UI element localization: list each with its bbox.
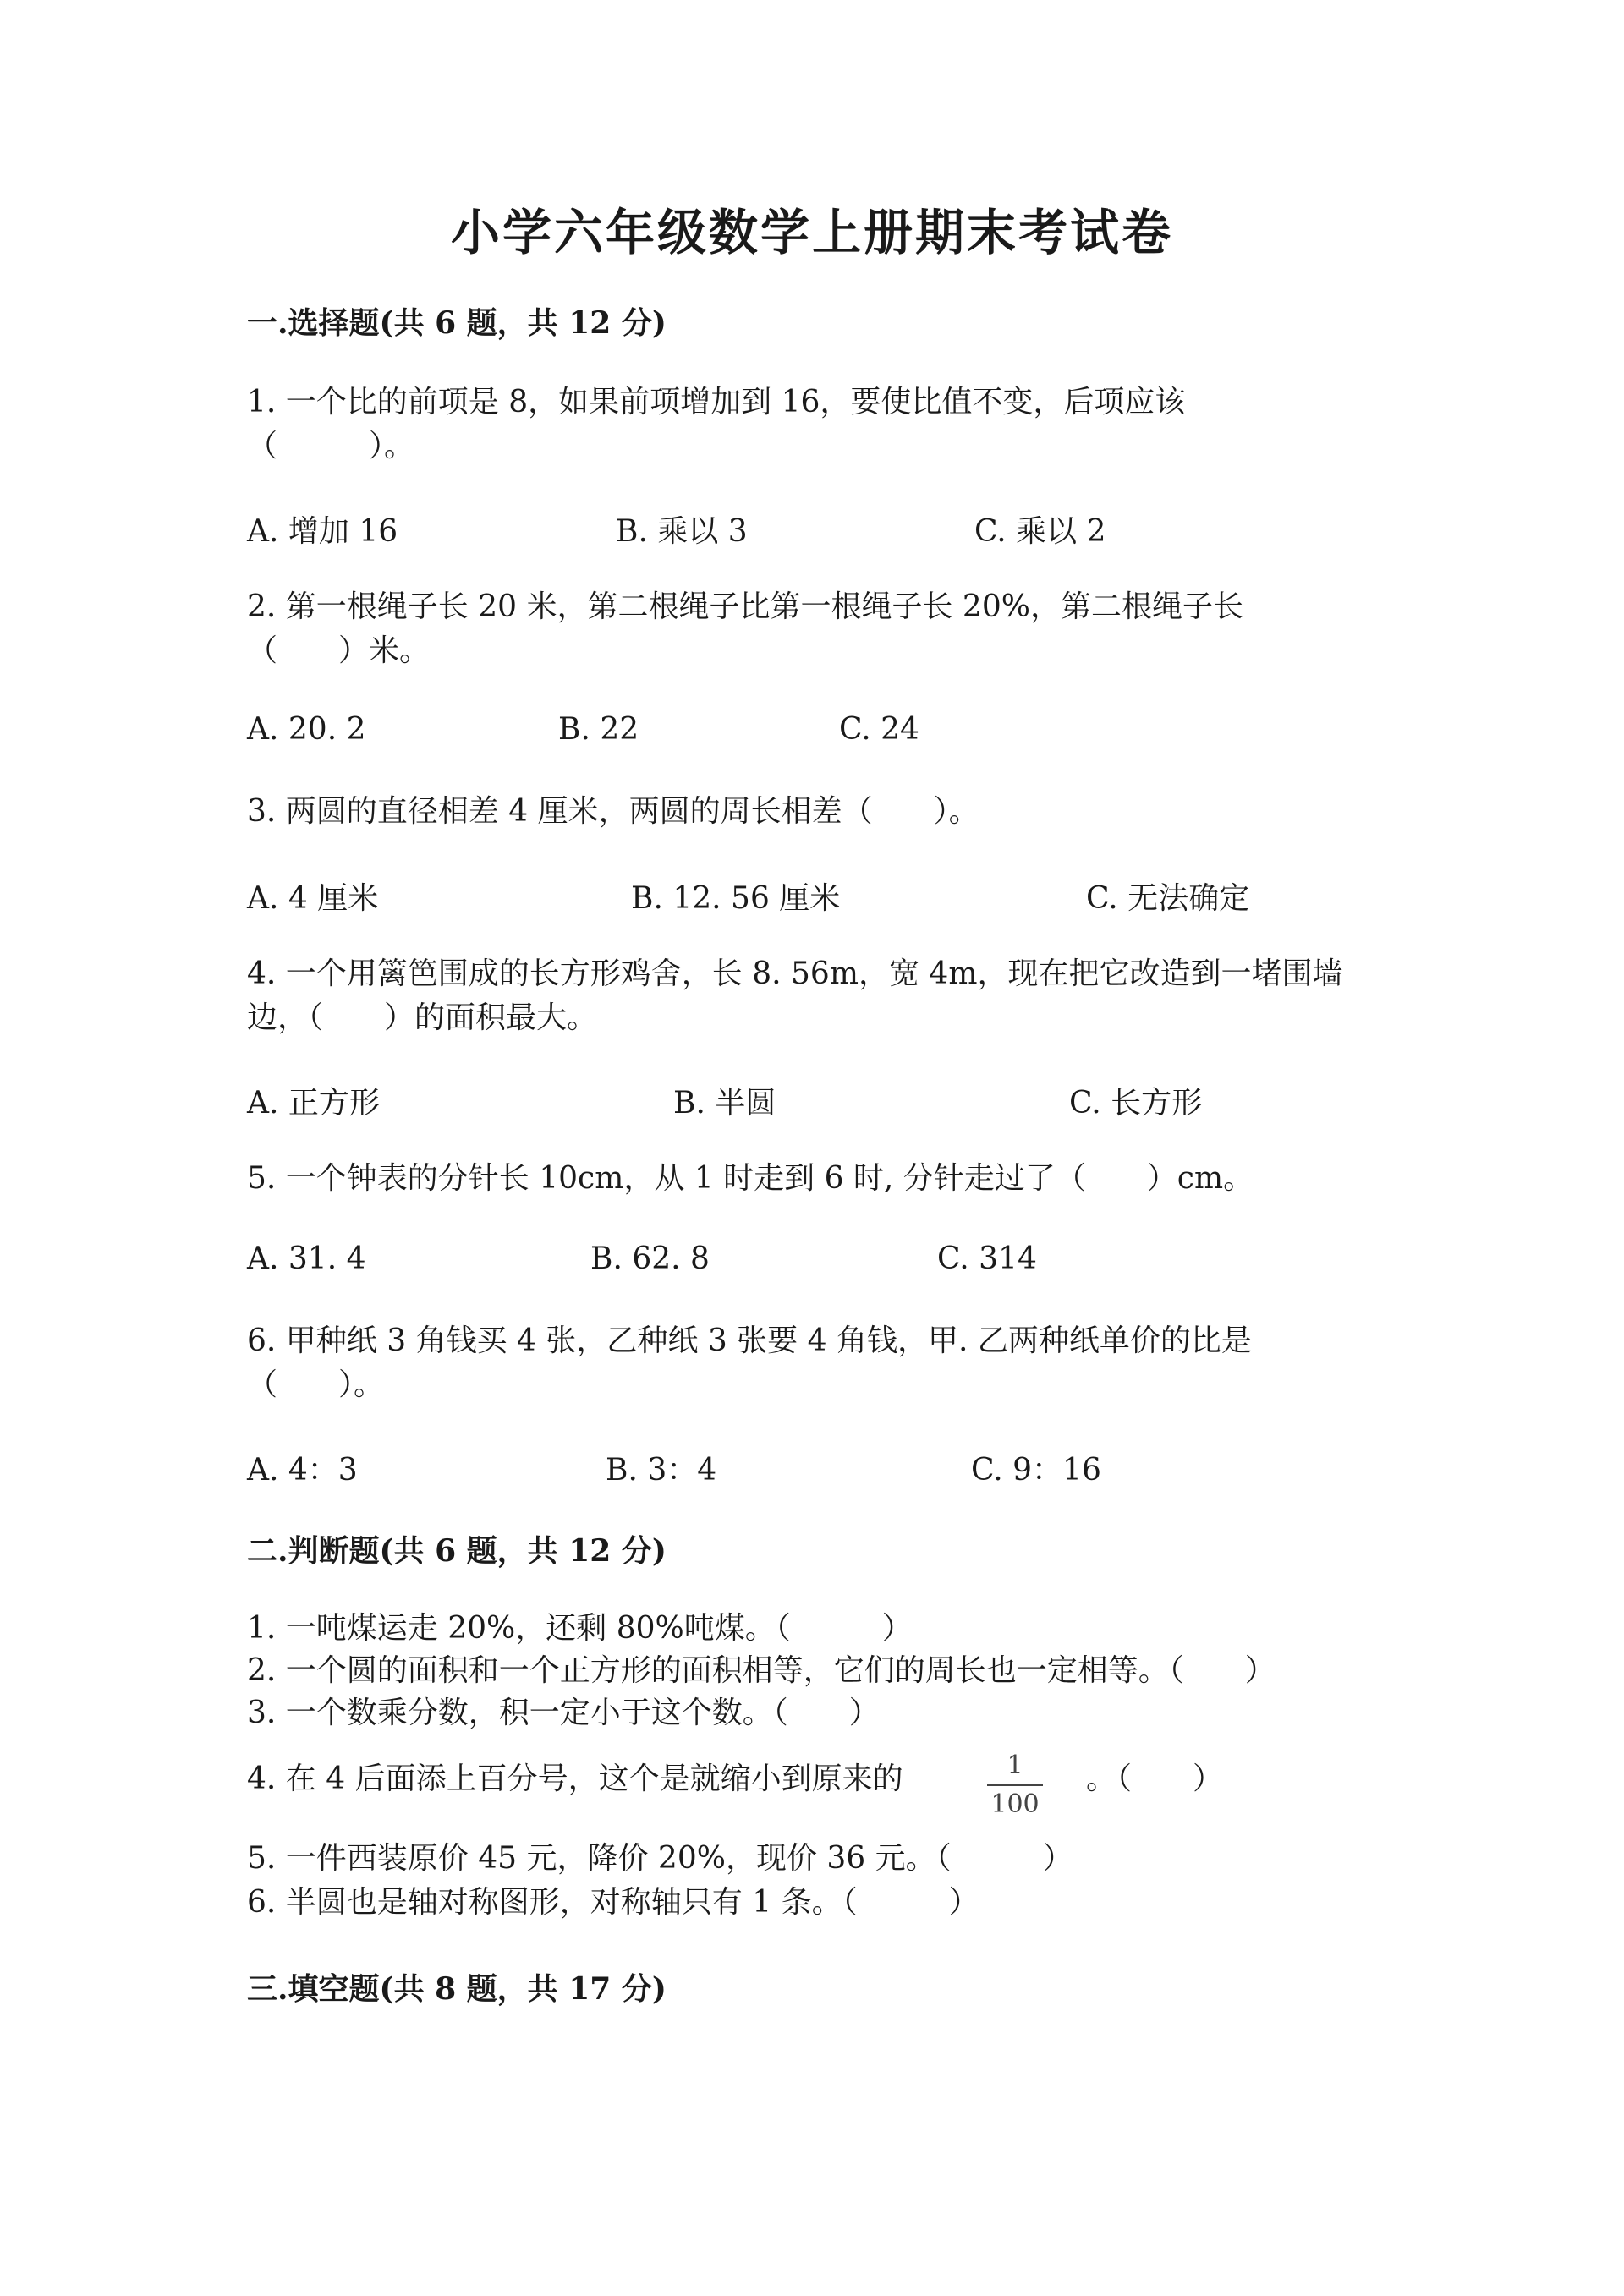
- page-title: 小学六年级数学上册期末考试卷: [450, 204, 1173, 261]
- question-2-option-b: B. 22: [558, 712, 639, 747]
- question-6-option-c: C. 9：16: [971, 1453, 1101, 1488]
- judge-question-5: 5. 一件西装原价 45 元，降价 20%，现价 36 元。（ ）: [247, 1841, 1073, 1876]
- question-1-option-a: A. 增加 16: [247, 514, 398, 549]
- question-5-line1: 5. 一个钟表的分针长 10cm，从 1 时走到 6 时, 分针走过了（ ）cm。: [247, 1161, 1254, 1196]
- fraction-one-hundredth: [981, 1751, 1049, 1820]
- judge-question-3: 3. 一个数乘分数，积一定小于这个数。（ ）: [247, 1696, 880, 1730]
- fraction-bar: [987, 1784, 1043, 1786]
- judge-question-4-text: 4. 在 4 后面添上百分号，这个是就缩小到原来的: [247, 1762, 903, 1796]
- fraction-denominator: 100: [990, 1789, 1040, 1819]
- question-3-option-b: B. 12. 56 厘米: [631, 881, 841, 916]
- question-1-line1: 1. 一个比的前项是 8，如果前项增加到 16，要使比值不变，后项应该: [247, 385, 1186, 419]
- judge-question-6: 6. 半圆也是轴对称图形，对称轴只有 1 条。（ ）: [247, 1885, 979, 1920]
- section-heading-judge: 二.判断题(共 6 题，共 12 分): [247, 1533, 667, 1569]
- question-3-option-a: A. 4 厘米: [247, 881, 379, 916]
- fraction-numerator: 1: [1007, 1751, 1023, 1780]
- question-3-option-c: C. 无法确定: [1086, 881, 1250, 916]
- judge-question-1: 1. 一吨煤运走 20%，还剩 80%吨煤。（ ）: [247, 1611, 913, 1646]
- question-1-option-b: B. 乘以 3: [616, 514, 748, 549]
- question-2-option-c: C. 24: [839, 712, 919, 747]
- section-heading-choice: 一.选择题(共 6 题，共 12 分): [247, 305, 667, 341]
- question-6-option-a: A. 4：3: [247, 1453, 358, 1488]
- section-heading-fill: 三.填空题(共 8 题，共 17 分): [247, 1971, 667, 2007]
- question-2-line1: 2. 第一根绳子长 20 米，第二根绳子比第一根绳子长 20%，第二根绳子长: [247, 589, 1243, 624]
- question-1-option-c: C. 乘以 2: [974, 514, 1106, 549]
- question-5-option-c: C. 314: [937, 1241, 1037, 1276]
- question-4-line2: 边，（ ）的面积最大。: [247, 1000, 598, 1035]
- judge-question-2: 2. 一个圆的面积和一个正方形的面积相等，它们的周长也一定相等。（ ）: [247, 1653, 1276, 1688]
- question-3-line1: 3. 两圆的直径相差 4 厘米，两圆的周长相差（ ）。: [247, 794, 979, 829]
- question-5-option-a: A. 31. 4: [247, 1241, 366, 1276]
- question-4-option-a: A. 正方形: [247, 1086, 380, 1121]
- question-1-line2: （ ）。: [247, 429, 415, 463]
- question-4-option-c: C. 长方形: [1069, 1086, 1203, 1121]
- question-4-line1: 4. 一个用篱笆围成的长方形鸡舍，长 8. 56m，宽 4m，现在把它改造到一堵围墙: [247, 956, 1343, 991]
- question-6-line2: （ ）。: [247, 1367, 385, 1402]
- question-6-line1: 6. 甲种纸 3 角钱买 4 张，乙种纸 3 张要 4 角钱，甲. 乙两种纸单价的比是: [247, 1323, 1252, 1358]
- judge-question-4-blank: 。（ ）: [1086, 1762, 1224, 1796]
- question-4-option-b: B. 半圆: [673, 1086, 776, 1121]
- question-2-line2: （ ）米。: [247, 633, 431, 668]
- question-2-option-a: A. 20. 2: [247, 712, 366, 747]
- question-6-option-b: B. 3：4: [606, 1453, 717, 1488]
- question-5-option-b: B. 62. 8: [590, 1241, 710, 1276]
